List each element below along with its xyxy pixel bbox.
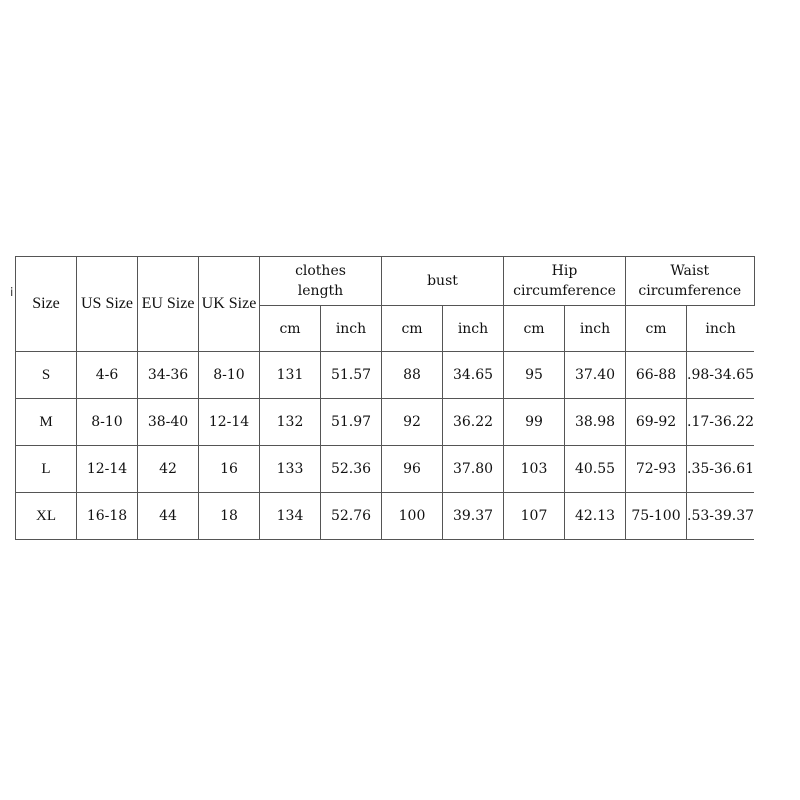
cell-us: 4-6 xyxy=(77,352,138,399)
cell-length-cm: 133 xyxy=(260,446,321,493)
cell-bust-inch: 34.65 xyxy=(443,352,504,399)
table-row xyxy=(16,493,755,540)
cell-bust-cm: 88 xyxy=(382,352,443,399)
cell-size: M xyxy=(16,399,77,446)
cell-hip-cm: 95 xyxy=(504,352,565,399)
cell-bust-cm: 100 xyxy=(382,493,443,540)
cell-hip-inch: 40.55 xyxy=(565,446,626,493)
header-clothes-length-line1: clothes xyxy=(295,263,346,279)
cell-eu: 44 xyxy=(138,493,199,540)
unit-hip-cm: cm xyxy=(504,306,565,352)
cell-uk: 8-10 xyxy=(199,352,260,399)
cell-eu: 42 xyxy=(138,446,199,493)
header-uk-size: UK Size xyxy=(199,257,260,352)
cell-bust-inch: 39.37 xyxy=(443,493,504,540)
cell-eu: 34-36 xyxy=(138,352,199,399)
cell-length-inch: 51.57 xyxy=(321,352,382,399)
cell-bust-cm: 96 xyxy=(382,446,443,493)
header-hip-line2: circumference xyxy=(513,283,616,299)
cell-uk: 18 xyxy=(199,493,260,540)
unit-waist-inch: inch xyxy=(687,306,755,352)
header-clothes-length-line2: length xyxy=(297,283,344,299)
cell-length-cm: 132 xyxy=(260,399,321,446)
cell-waist-cm: 72-93 xyxy=(626,446,687,493)
header-row-main xyxy=(16,257,755,306)
cell-waist-inch: .35-36.61 xyxy=(687,446,755,493)
cell-size: XL xyxy=(16,493,77,540)
cell-size: L xyxy=(16,446,77,493)
stray-mark: ⅰ xyxy=(10,285,14,299)
unit-hip-inch: inch xyxy=(565,306,626,352)
cell-waist-cm: 66-88 xyxy=(626,352,687,399)
header-eu-size: EU Size xyxy=(138,257,199,352)
cell-length-inch: 51.97 xyxy=(321,399,382,446)
cell-waist-inch: .17-36.22 xyxy=(687,399,755,446)
cell-bust-inch: 36.22 xyxy=(443,399,504,446)
header-size: Size xyxy=(16,257,77,352)
cell-eu: 38-40 xyxy=(138,399,199,446)
unit-bust-cm: cm xyxy=(382,306,443,352)
table-row xyxy=(16,399,755,446)
cell-hip-inch: 38.98 xyxy=(565,399,626,446)
unit-waist-cm: cm xyxy=(626,306,687,352)
cell-hip-inch: 37.40 xyxy=(565,352,626,399)
cell-waist-inch: .53-39.37 xyxy=(687,493,755,540)
cell-bust-cm: 92 xyxy=(382,399,443,446)
unit-bust-inch: inch xyxy=(443,306,504,352)
size-chart-table xyxy=(15,256,755,540)
cell-waist-cm: 75-100 xyxy=(626,493,687,540)
cell-hip-cm: 107 xyxy=(504,493,565,540)
header-hip xyxy=(504,257,626,306)
cell-hip-cm: 99 xyxy=(504,399,565,446)
cell-length-inch: 52.36 xyxy=(321,446,382,493)
cell-waist-inch: .98-34.65 xyxy=(687,352,755,399)
header-waist xyxy=(626,257,755,306)
cell-waist-cm: 69-92 xyxy=(626,399,687,446)
table-row xyxy=(16,446,755,493)
cell-us: 8-10 xyxy=(77,399,138,446)
unit-length-inch: inch xyxy=(321,306,382,352)
cell-hip-inch: 42.13 xyxy=(565,493,626,540)
header-clothes-length xyxy=(260,257,382,306)
cell-hip-cm: 103 xyxy=(504,446,565,493)
header-waist-line2: circumference xyxy=(638,283,742,299)
cell-bust-inch: 37.80 xyxy=(443,446,504,493)
cell-us: 12-14 xyxy=(77,446,138,493)
cell-length-inch: 52.76 xyxy=(321,493,382,540)
header-waist-line1: Waist xyxy=(670,263,710,279)
cell-size: S xyxy=(16,352,77,399)
header-us-size: US Size xyxy=(77,257,138,352)
cell-uk: 12-14 xyxy=(199,399,260,446)
cell-length-cm: 134 xyxy=(260,493,321,540)
unit-length-cm: cm xyxy=(260,306,321,352)
table-row xyxy=(16,352,755,399)
header-hip-line1: Hip xyxy=(551,263,578,279)
header-bust: bust xyxy=(382,257,504,306)
cell-uk: 16 xyxy=(199,446,260,493)
cell-length-cm: 131 xyxy=(260,352,321,399)
cell-us: 16-18 xyxy=(77,493,138,540)
